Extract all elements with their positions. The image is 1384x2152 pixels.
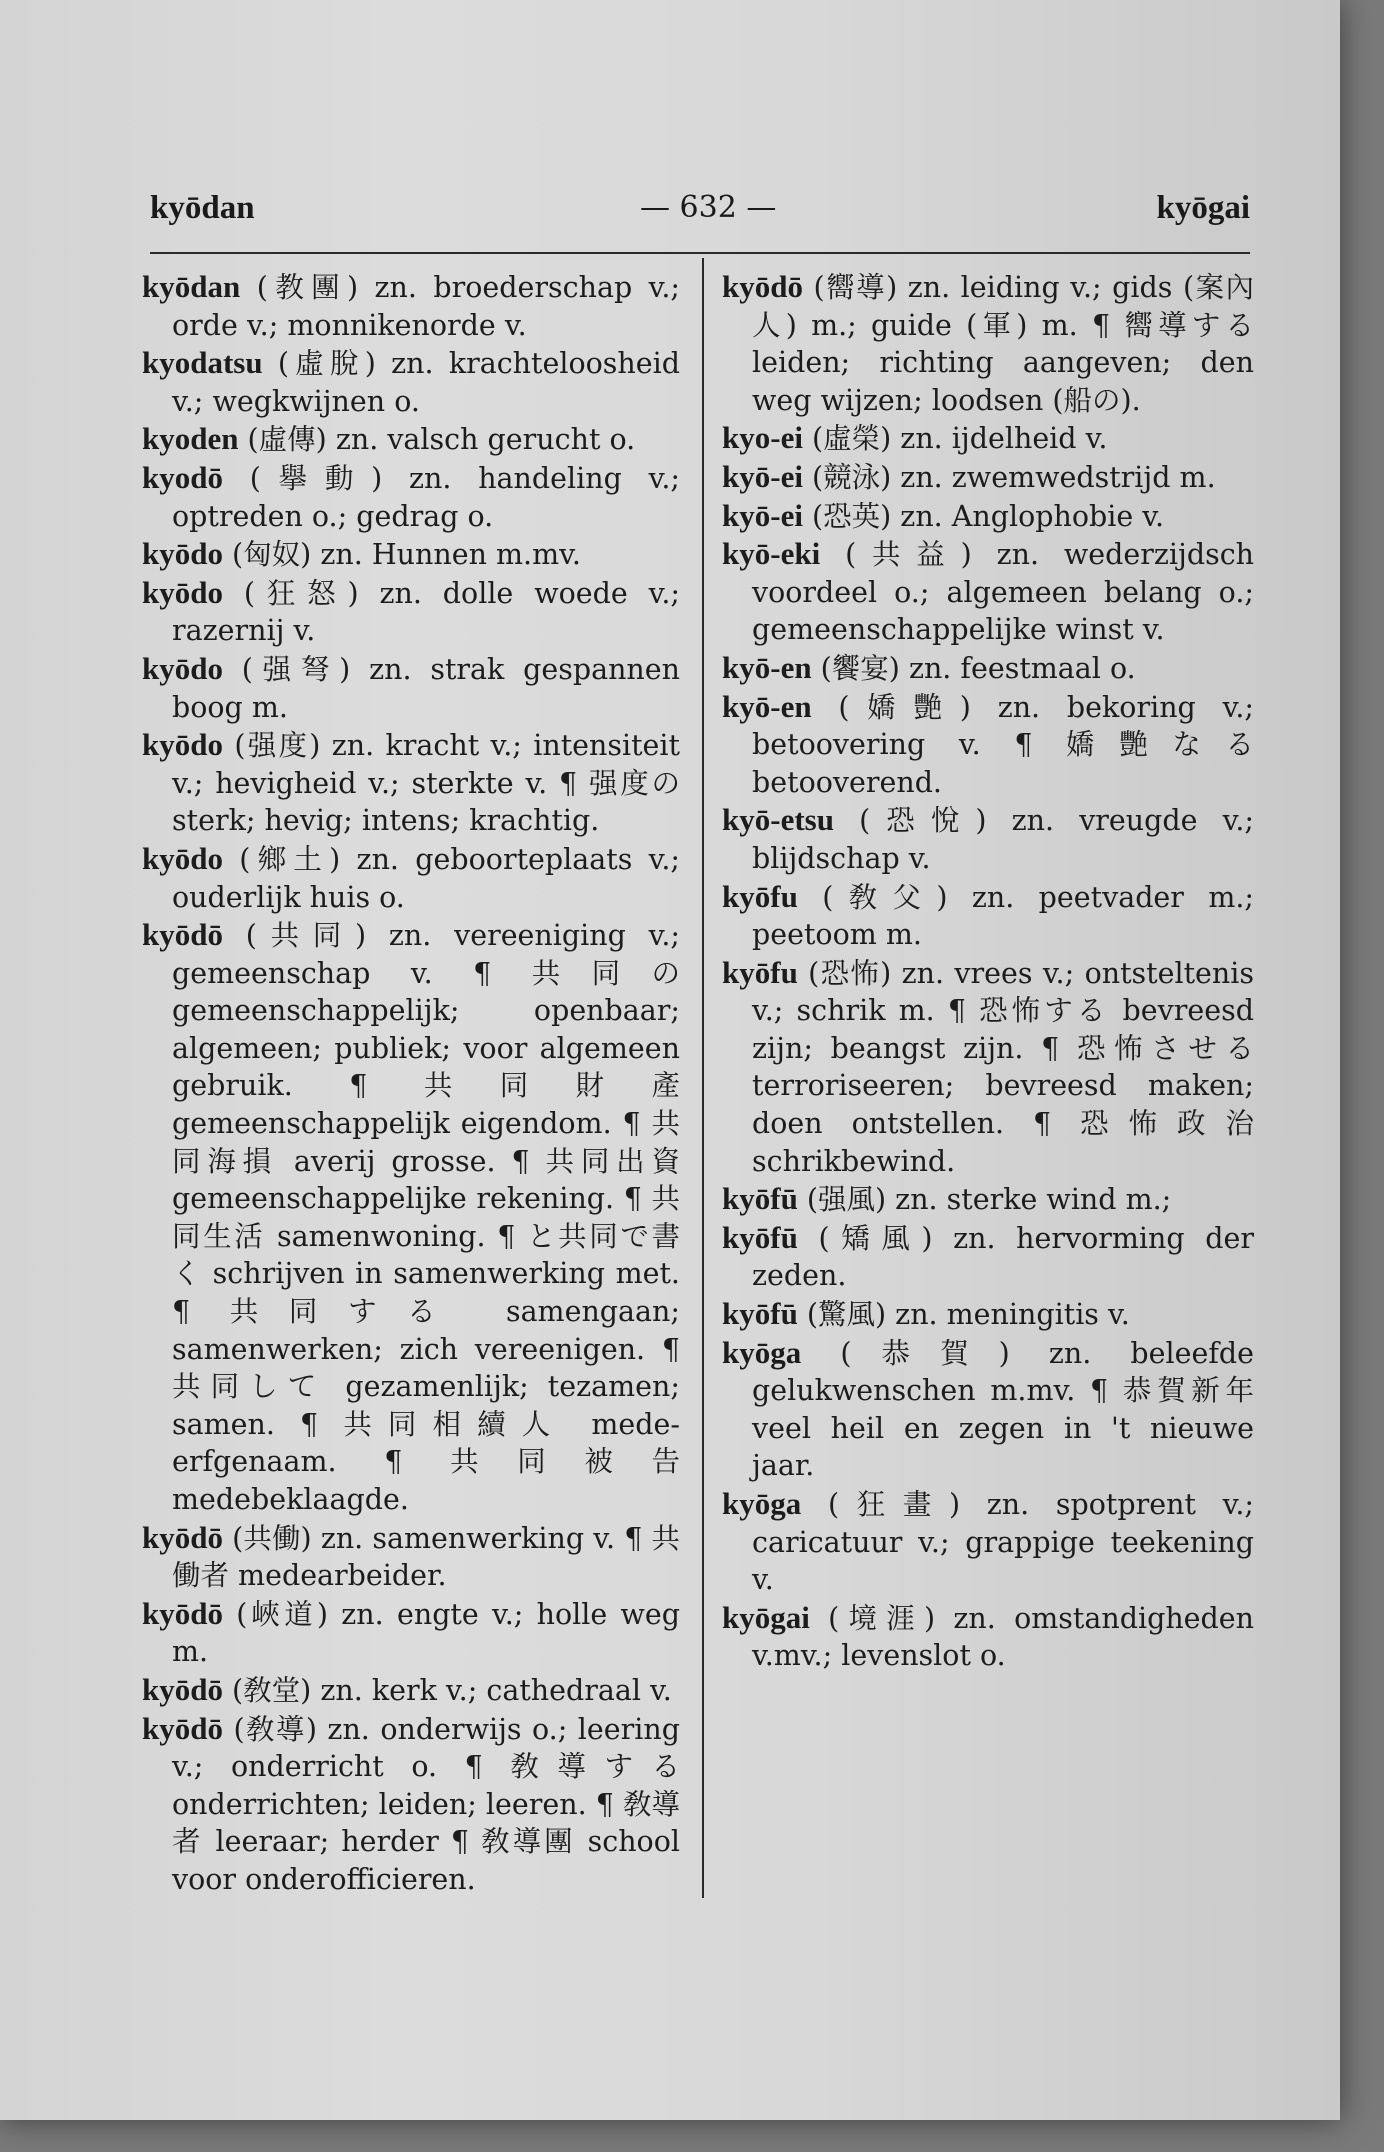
dictionary-entry	[722, 954, 1254, 1181]
entry-headword: kyōdo	[142, 840, 223, 876]
dictionary-entry	[142, 840, 680, 916]
dictionary-entry	[722, 1219, 1254, 1295]
entry-definition: (峽道) zn. engte v.; holle weg m.	[172, 1597, 680, 1669]
entry-headword: kyōfu	[722, 954, 798, 990]
dictionary-entry	[722, 458, 1254, 497]
entry-headword: kyō-etsu	[722, 802, 834, 838]
dictionary-entry	[142, 535, 680, 574]
entry-definition: (饗宴) zn. feestmaal o.	[820, 651, 1136, 685]
entry-headword: kyōfū	[722, 1219, 798, 1255]
entry-headword: kyō-eki	[722, 536, 821, 572]
dictionary-entry	[142, 1519, 680, 1595]
entry-definition: (敎父) zn. peetvader m.; peetoom m.	[752, 880, 1255, 952]
dictionary-entry	[722, 688, 1254, 802]
entry-definition: (矯風) zn. hervorming der zeden.	[752, 1221, 1254, 1293]
dictionary-entry	[722, 1180, 1254, 1219]
entry-headword: kyōdō	[142, 1519, 223, 1555]
entry-headword: kyō-en	[722, 688, 812, 724]
dictionary-entry	[722, 878, 1254, 954]
entry-headword: kyōdo	[142, 727, 223, 763]
dictionary-entry	[142, 916, 680, 1519]
dictionary-entry	[142, 420, 680, 459]
entry-headword: kyō-ei	[722, 458, 803, 494]
entry-definition: (擧動) zn. handeling v.; optreden o.; gedrag o.	[172, 461, 681, 533]
entry-definition: (匈奴) zn. Hunnen m.mv.	[232, 538, 581, 572]
entry-headword: kyōdo	[142, 536, 223, 572]
entry-definition: (敎導) zn. onderwijs o.; leering v.; onderricht o. ¶ 敎導する onderrichten; leiden; leeren. ¶ 敎導者 leeraar; herder ¶ 敎導團 school voor onderofficieren.	[172, 1712, 680, 1896]
entry-definition: (共同) zn. vereeniging v.; gemeenschap v. ¶ 共同の gemeenschappelijk; openbaar; algemeen; publiek; voor algemeen gebruik. ¶ 共同財產 gemeenschappelijk eigendom. ¶ 共同海損 averij grosse. ¶ 共同出資 gemeenschappelijke rekening. ¶ 共同生活 samenwoning. ¶ と共同で書く schrijven in samenwerking met. ¶ 共同する samengaan; samenwerken; zich vereenigen. ¶ 共同して gezamenlijk; tezamen; samen. ¶ 共同相續人 mede-erfgenaam. ¶ 共同被告 medebeklaagde.	[172, 919, 681, 1516]
entry-headword: kyōdan	[142, 269, 241, 304]
dictionary-entry	[722, 649, 1254, 688]
page-header	[150, 190, 1250, 234]
entry-headword: kyoden	[142, 421, 239, 457]
entry-definition: (嚮導) zn. leiding v.; gids (案內人) m.; guide (軍) m. ¶ 嚮導する leiden; richting aangeven; den weg wijzen; loodsen (船の).	[752, 271, 1255, 417]
entry-definition: (恭賀) zn. beleefde gelukwenschen m.mv. ¶ 恭賀新年 veel heil en zegen in 't nieuwe jaar.	[752, 1336, 1254, 1483]
entry-headword: kyō-ei	[722, 497, 803, 533]
header-rule	[150, 252, 1250, 254]
entry-headword: kyōga	[722, 1334, 802, 1370]
entry-definition: (强度) zn. kracht v.; intensiteit v.; hevigheid v.; sterkte v. ¶ 强度の sterk; hevig; intens; krachtig.	[172, 729, 680, 838]
entry-definition: (强風) zn. sterke wind m.;	[806, 1183, 1172, 1217]
entry-headword: kyōfū	[722, 1296, 798, 1332]
entry-definition: (强弩) zn. strak gespannen boog m.	[172, 652, 680, 724]
entry-headword: kyōfū	[722, 1181, 798, 1217]
entry-headword: kyō-en	[722, 649, 812, 685]
page-number: — 632 —	[640, 190, 777, 225]
entry-definition: (恐怖) zn. vrees v.; ontsteltenis v.; schrik m. ¶ 恐怖する bevreesd zijn; beangst zijn. ¶ 恐怖させる terroriseeren; bevreesd maken; doen ontstellen. ¶ 恐怖政治 schrikbewind.	[752, 956, 1255, 1178]
header-right-guide-word: kyōgai	[1156, 190, 1250, 226]
entry-definition: (境涯) zn. omstandigheden v.mv.; levenslot o.	[752, 1601, 1254, 1673]
entry-headword: kyōfu	[722, 878, 798, 914]
dictionary-entry	[722, 1334, 1254, 1485]
right-column	[722, 268, 1254, 1675]
dictionary-entry	[722, 1485, 1254, 1599]
entry-definition: (教團) zn. broederschap v.; orde v.; monnikenorde v.	[172, 271, 681, 342]
entry-headword: kyōgai	[722, 1599, 810, 1635]
column-divider	[702, 258, 704, 1898]
dictionary-entry	[722, 801, 1254, 877]
dictionary-entry	[722, 1599, 1254, 1675]
entry-definition: (競泳) zn. zwemwedstrijd m.	[812, 460, 1216, 494]
entry-headword: kyōdō	[142, 917, 223, 953]
dictionary-entry	[142, 344, 680, 420]
dictionary-entry	[142, 1671, 680, 1710]
entry-definition: (恐悅) zn. vreugde v.; blijdschap v.	[752, 804, 1254, 875]
entry-headword: kyōdō	[142, 1671, 223, 1707]
entry-definition: (共働) zn. samenwerking v. ¶ 共働者 medearbeider.	[172, 1521, 680, 1593]
header-left-guide-word: kyōdan	[150, 190, 255, 226]
dictionary-entry	[722, 419, 1254, 458]
entry-definition: (狂畫) zn. spotprent v.; caricatuur v.; grappige teekening v.	[752, 1488, 1255, 1597]
dictionary-entry	[142, 1595, 680, 1671]
dictionary-entry	[722, 268, 1254, 419]
dictionary-entry	[142, 574, 680, 650]
entry-headword: kyōdō	[722, 269, 803, 304]
entry-definition: (驚風) zn. meningitis v.	[806, 1298, 1130, 1332]
entry-headword: kyo-ei	[722, 420, 803, 456]
entry-definition: (虛脫) zn. krachteloosheid v.; wegkwijnen o.	[172, 347, 680, 418]
entry-headword: kyodō	[142, 459, 223, 495]
entry-definition: (嬌艷) zn. bekoring v.; betoovering v. ¶ 嬌艷なる betooverend.	[752, 690, 1254, 799]
entry-headword: kyōdo	[142, 574, 223, 610]
entry-definition: (虛傳) zn. valsch gerucht o.	[247, 423, 636, 457]
dictionary-entry	[722, 535, 1254, 649]
dictionary-entry	[142, 1710, 680, 1899]
entry-headword: kyōdō	[142, 1710, 223, 1746]
entry-definition: (鄉土) zn. geboorteplaats v.; ouderlijk huis o.	[172, 842, 681, 914]
dictionary-entry	[142, 726, 680, 840]
dictionary-entry	[142, 459, 680, 535]
entry-headword: kyōga	[722, 1486, 802, 1521]
entry-definition: (虛榮) zn. ijdelheid v.	[812, 422, 1108, 456]
entry-headword: kyōdo	[142, 650, 223, 686]
entry-definition: (共益) zn. wederzijdsch voordeel o.; algemeen belang o.; gemeenschappelijke winst v.	[752, 538, 1255, 647]
entry-definition: (敎堂) zn. kerk v.; cathedraal v.	[232, 1673, 672, 1707]
left-column	[142, 268, 680, 1899]
entry-headword: kyōdō	[142, 1595, 223, 1631]
entry-definition: (狂怒) zn. dolle woede v.; razernij v.	[172, 576, 680, 648]
entry-headword: kyodatsu	[142, 345, 263, 381]
dictionary-entry	[722, 1295, 1254, 1334]
dictionary-entry	[142, 650, 680, 726]
dictionary-entry	[722, 497, 1254, 536]
entry-definition: (恐英) zn. Anglophobie v.	[812, 499, 1165, 533]
dictionary-entry	[142, 268, 680, 344]
